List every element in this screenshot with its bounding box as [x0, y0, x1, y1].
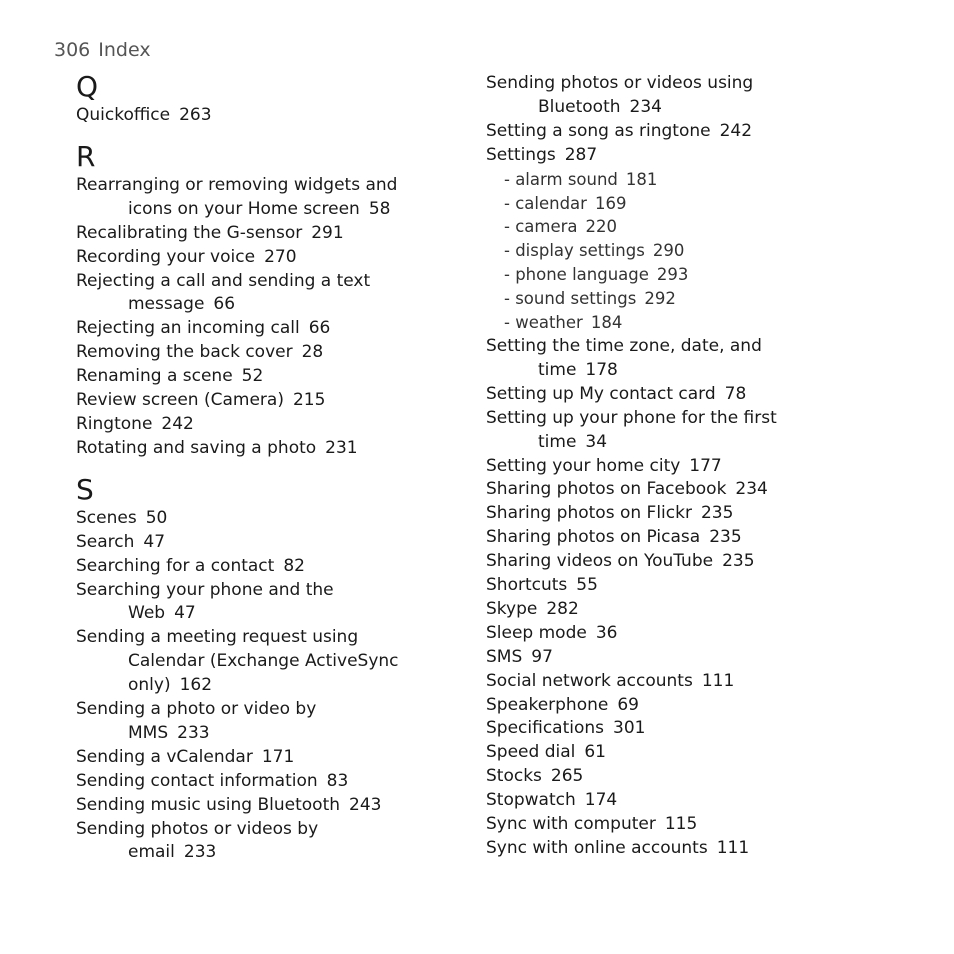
entry-term: Sending photos or videos by — [76, 818, 319, 839]
entry-page: 115 — [664, 814, 698, 835]
index-subentry — [486, 192, 906, 216]
entry-page: 55 — [576, 575, 598, 596]
entry-page: 169 — [594, 193, 627, 213]
entry-term-cont: MMS — [128, 722, 169, 743]
entry-term-cont: email — [128, 842, 175, 863]
entry-page: 178 — [585, 359, 618, 380]
entry-page: 82 — [283, 555, 305, 576]
page-title: Index — [98, 39, 151, 61]
entry-page: 235 — [722, 551, 755, 572]
index-entry — [486, 455, 906, 479]
index-entry — [76, 270, 468, 318]
index-entry — [76, 698, 468, 746]
entry-page: 177 — [689, 455, 722, 476]
entry-page: 162 — [179, 675, 213, 696]
index-entry — [76, 579, 468, 627]
entry-page: 235 — [709, 527, 742, 548]
entry-page: 290 — [652, 241, 685, 261]
index-entry — [486, 502, 906, 526]
entry-page: 220 — [585, 217, 618, 237]
entry-page: 50 — [145, 507, 168, 528]
index-entry — [76, 365, 468, 389]
entry-term: Specifications — [486, 718, 605, 739]
entry-page: 242 — [161, 413, 194, 434]
entry-page: 287 — [564, 144, 598, 165]
entry-page: 36 — [595, 622, 618, 643]
entry-term-cont: message — [128, 294, 205, 315]
index-entry — [76, 507, 468, 531]
index-column-left — [76, 70, 468, 865]
entry-page: 34 — [585, 431, 608, 452]
entry-term: Speed dial — [486, 742, 576, 763]
entry-page: 61 — [584, 742, 606, 763]
entry-page: 47 — [174, 603, 196, 624]
entry-page: 233 — [177, 722, 210, 743]
entry-term: Scenes — [76, 507, 137, 528]
index-entry — [76, 531, 468, 555]
index-entry — [486, 144, 906, 168]
entry-term: Sending music using Bluetooth — [76, 794, 341, 815]
entry-page: 235 — [700, 503, 734, 524]
entry-page: 69 — [617, 694, 639, 715]
subentry-term: - camera — [504, 217, 578, 237]
entry-page: 215 — [292, 390, 326, 411]
index-entry — [486, 574, 906, 598]
index-entry — [486, 550, 906, 574]
entry-page: 111 — [716, 838, 750, 858]
entry-term: Rearranging or removing widgets and — [76, 174, 398, 195]
subentry-term: - phone language — [504, 265, 649, 285]
entry-page: 292 — [644, 289, 676, 309]
entry-term: Search — [76, 531, 135, 552]
index-entry — [486, 694, 906, 718]
entry-page: 301 — [613, 718, 646, 739]
entry-term: Sync with computer — [486, 814, 656, 835]
index-entry — [76, 746, 468, 770]
entry-term: Renaming a scene — [76, 366, 233, 387]
index-entry — [486, 765, 906, 789]
entry-term: SMS — [486, 646, 523, 667]
index-entry — [76, 770, 468, 794]
index-subentry — [486, 168, 906, 192]
entry-term: Sleep mode — [486, 622, 587, 643]
entry-page: 233 — [183, 842, 217, 863]
entry-term: Sending photos or videos using — [486, 73, 754, 93]
entry-page: 265 — [550, 766, 584, 787]
entry-term: Shortcuts — [486, 575, 568, 596]
entry-term: Sharing photos on Facebook — [486, 479, 727, 500]
index-subentry — [486, 239, 906, 263]
index-entry — [76, 794, 468, 818]
entry-page: 28 — [301, 342, 324, 363]
entry-term: Sending contact information — [76, 770, 318, 791]
index-entry — [76, 389, 468, 413]
entry-term: Sharing videos on YouTube — [486, 551, 714, 572]
entry-page: 270 — [264, 246, 297, 267]
entry-term-cont: only) — [128, 675, 171, 696]
entry-page: 78 — [724, 383, 747, 404]
entry-term: Setting a song as ringtone — [486, 120, 711, 141]
index-entry — [486, 813, 906, 837]
entry-term-cont: time — [538, 359, 577, 380]
index-subentry — [486, 311, 906, 335]
entry-term: Sending a photo or video by — [76, 699, 317, 720]
index-entry — [486, 478, 906, 502]
entry-term: Setting the time zone, date, and — [486, 335, 762, 356]
entry-continuation — [486, 359, 906, 383]
entry-page: 234 — [735, 479, 768, 500]
entry-term: Ringtone — [76, 413, 153, 434]
entry-continuation — [76, 198, 468, 222]
entry-term: Quickoffice — [76, 105, 171, 125]
entry-page: 171 — [261, 746, 295, 767]
index-entry — [486, 717, 906, 741]
index-entry — [76, 341, 468, 365]
index-entry — [76, 246, 468, 270]
entry-term: Speakerphone — [486, 694, 609, 715]
entry-page: 181 — [625, 169, 658, 189]
entry-continuation — [76, 841, 468, 865]
index-subentry — [486, 287, 906, 311]
entry-term: Settings — [486, 144, 556, 165]
subentry-term: - display settings — [504, 241, 645, 261]
index-entry — [486, 741, 906, 765]
subentry-term: - weather — [504, 313, 583, 333]
section-letter-s: S — [76, 472, 94, 506]
entry-page: 234 — [629, 96, 662, 117]
index-entry — [76, 174, 468, 222]
index-entry — [486, 622, 906, 646]
entry-term: Sending a meeting request using — [76, 627, 359, 648]
index-entry — [486, 120, 906, 144]
entry-page: 231 — [325, 437, 358, 458]
entry-page: 83 — [326, 770, 349, 791]
subentry-term: - calendar — [504, 193, 587, 213]
entry-term-cont: Web — [128, 603, 166, 624]
index-entry — [486, 383, 906, 407]
entry-term: Setting your home city — [486, 455, 681, 476]
index-entry — [76, 626, 468, 698]
entry-page: 111 — [701, 670, 735, 691]
entry-term: Setting up your phone for the first — [486, 407, 777, 428]
index-entry — [486, 670, 906, 694]
entry-term: Sharing photos on Picasa — [486, 527, 701, 548]
entry-page: 263 — [179, 105, 212, 125]
entry-term: Recording your voice — [76, 246, 256, 267]
entry-term: Rejecting a call and sending a text — [76, 270, 371, 291]
entry-term: Sync with online accounts — [486, 838, 708, 858]
page-header — [54, 38, 151, 62]
entry-term: Setting up My contact card — [486, 383, 716, 404]
entry-term: Stocks — [486, 766, 542, 787]
subentry-term: - sound settings — [504, 289, 637, 309]
entry-page: 66 — [213, 294, 236, 315]
index-subentry — [486, 215, 906, 239]
index-entry — [486, 526, 906, 550]
index-entry — [486, 789, 906, 813]
entry-continuation — [76, 293, 468, 317]
entry-term: Rejecting an incoming call — [76, 318, 300, 339]
entry-page: 184 — [590, 313, 623, 333]
entry-term: Removing the back cover — [76, 342, 293, 363]
entry-term: Social network accounts — [486, 670, 693, 691]
entry-page: 97 — [531, 646, 553, 667]
entry-term-cont: icons on your Home screen — [128, 198, 360, 219]
index-entry — [486, 837, 906, 861]
entry-term: Review screen (Camera) — [76, 390, 284, 411]
entry-term-cont: time — [538, 431, 577, 452]
entry-page: 243 — [349, 794, 382, 815]
index-subentry — [486, 263, 906, 287]
section-letter-q: Q — [76, 70, 99, 103]
entry-term: Skype — [486, 598, 538, 619]
index-entry — [486, 646, 906, 670]
subentry-term: - alarm sound — [504, 169, 618, 189]
entry-continuation — [76, 722, 468, 746]
section-letter-r: R — [76, 139, 96, 173]
entry-page: 293 — [656, 265, 689, 285]
page-number: 306 — [54, 39, 91, 61]
index-entry — [486, 598, 906, 622]
index-column-right — [486, 72, 906, 861]
index-entry — [76, 818, 468, 866]
entry-term-cont: Bluetooth — [538, 96, 621, 117]
index-entry — [486, 72, 906, 120]
entry-page: 242 — [719, 120, 753, 141]
entry-continuation — [486, 96, 906, 120]
index-entry — [486, 407, 906, 455]
entry-term-cont: Calendar (Exchange ActiveSync — [128, 651, 399, 672]
entry-term: Recalibrating the G-sensor — [76, 222, 303, 243]
entry-page: 47 — [143, 531, 166, 552]
index-entry — [76, 555, 468, 579]
entry-term: Searching your phone and the — [76, 579, 334, 600]
entry-page: 282 — [546, 598, 579, 619]
entry-term: Searching for a contact — [76, 555, 275, 576]
entry-term: Sending a vCalendar — [76, 746, 253, 767]
entry-continuation — [76, 602, 468, 626]
index-entry — [76, 437, 468, 461]
entry-page: 66 — [308, 318, 331, 339]
entry-page: 58 — [368, 198, 391, 219]
entry-continuation — [486, 431, 906, 455]
entry-page: 52 — [241, 366, 264, 387]
entry-term: Sharing photos on Flickr — [486, 503, 692, 524]
entry-page: 174 — [584, 790, 618, 811]
index-entry — [76, 413, 468, 437]
index-entry — [76, 104, 468, 128]
entry-term: Rotating and saving a photo — [76, 437, 317, 458]
entry-page: 291 — [311, 222, 344, 243]
index-entry — [76, 317, 468, 341]
entry-term: Stopwatch — [486, 790, 576, 811]
index-entry — [76, 222, 468, 246]
index-entry — [486, 335, 906, 383]
entry-continuation — [76, 674, 468, 698]
